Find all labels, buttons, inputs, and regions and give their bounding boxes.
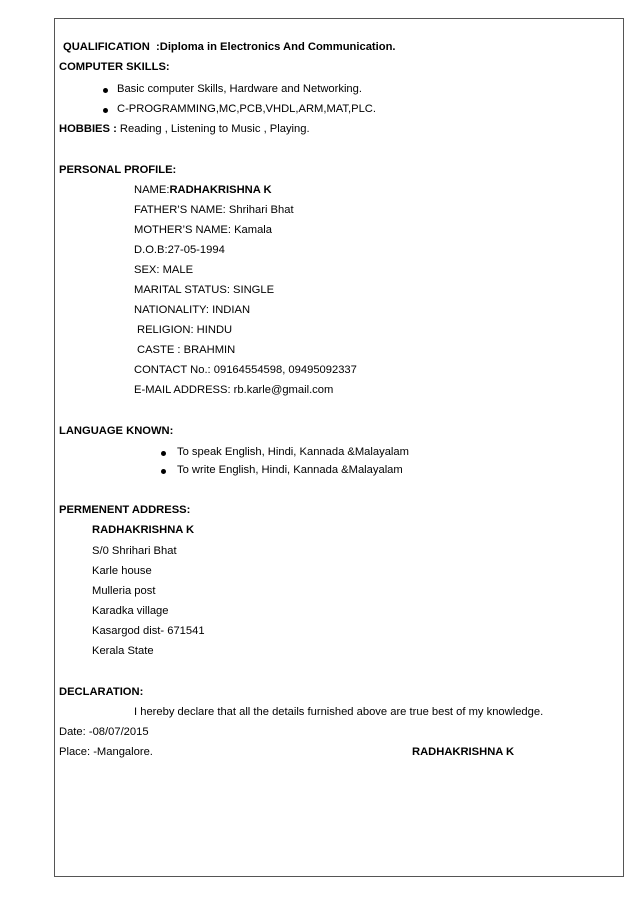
address-line: Kerala State	[92, 645, 154, 657]
nationality: NATIONALITY: INDIAN	[134, 304, 251, 316]
mother-name: MOTHER’S NAME: Kamala	[134, 224, 273, 236]
caste: CASTE : BRAHMIN	[137, 344, 236, 356]
declaration-date: Date: -08/07/2015	[59, 726, 149, 738]
hobbies-label: HOBBIES :	[59, 123, 117, 135]
language-item: To speak English, Hindi, Kannada &Malayalam	[177, 446, 409, 458]
hobbies-line	[59, 122, 310, 136]
religion: RELIGION: HINDU	[137, 324, 233, 336]
contact-numbers: CONTACT No.: 09164554598, 09495092337	[134, 364, 357, 376]
computer-skills-heading: COMPUTER SKILLS:	[59, 61, 170, 73]
bullet-dot	[103, 108, 108, 113]
name-label: NAME:	[134, 184, 170, 196]
bullet-dot	[161, 451, 166, 456]
name-line	[134, 183, 272, 197]
declaration-heading: DECLARATION:	[59, 686, 144, 698]
address-line: S/0 Shrihari Bhat	[92, 545, 177, 557]
date-of-birth: D.O.B:27-05-1994	[134, 244, 225, 256]
qualification-value: :Diploma in Electronics And Communication.	[156, 41, 396, 53]
address-name: RADHAKRISHNA K	[92, 524, 195, 536]
address-line: Mulleria post	[92, 585, 156, 597]
sex: SEX: MALE	[134, 264, 194, 276]
languages-heading: LANGUAGE KNOWN:	[59, 425, 174, 437]
skill-item: Basic computer Skills, Hardware and Networking.	[117, 83, 362, 95]
qualification-label: QUALIFICATION	[63, 41, 150, 53]
qualification-line	[63, 40, 396, 54]
signature-name: RADHAKRISHNA K	[412, 746, 515, 758]
address-line: Karle house	[92, 565, 152, 577]
name-value: RADHAKRISHNA K	[169, 184, 272, 196]
language-item: To write English, Hindi, Kannada &Malayalam	[177, 464, 403, 476]
address-line: Karadka village	[92, 605, 169, 617]
address-heading: PERMENENT ADDRESS:	[59, 504, 191, 516]
skill-item: C-PROGRAMMING,MC,PCB,VHDL,ARM,MAT,PLC.	[117, 103, 376, 115]
declaration-text: I hereby declare that all the details furnished above are true best of my knowledge.	[134, 706, 544, 718]
hobbies-value: Reading , Listening to Music , Playing.	[116, 123, 310, 135]
marital-status: MARITAL STATUS: SINGLE	[134, 284, 275, 296]
bullet-dot	[103, 88, 108, 93]
personal-profile-heading: PERSONAL PROFILE:	[59, 164, 177, 176]
email-address: E-MAIL ADDRESS: rb.karle@gmail.com	[134, 384, 334, 396]
address-line: Kasargod dist- 671541	[92, 625, 205, 637]
declaration-place: Place: -Mangalore.	[59, 746, 153, 758]
father-name: FATHER’S NAME: Shrihari Bhat	[134, 204, 294, 216]
bullet-dot	[161, 469, 166, 474]
